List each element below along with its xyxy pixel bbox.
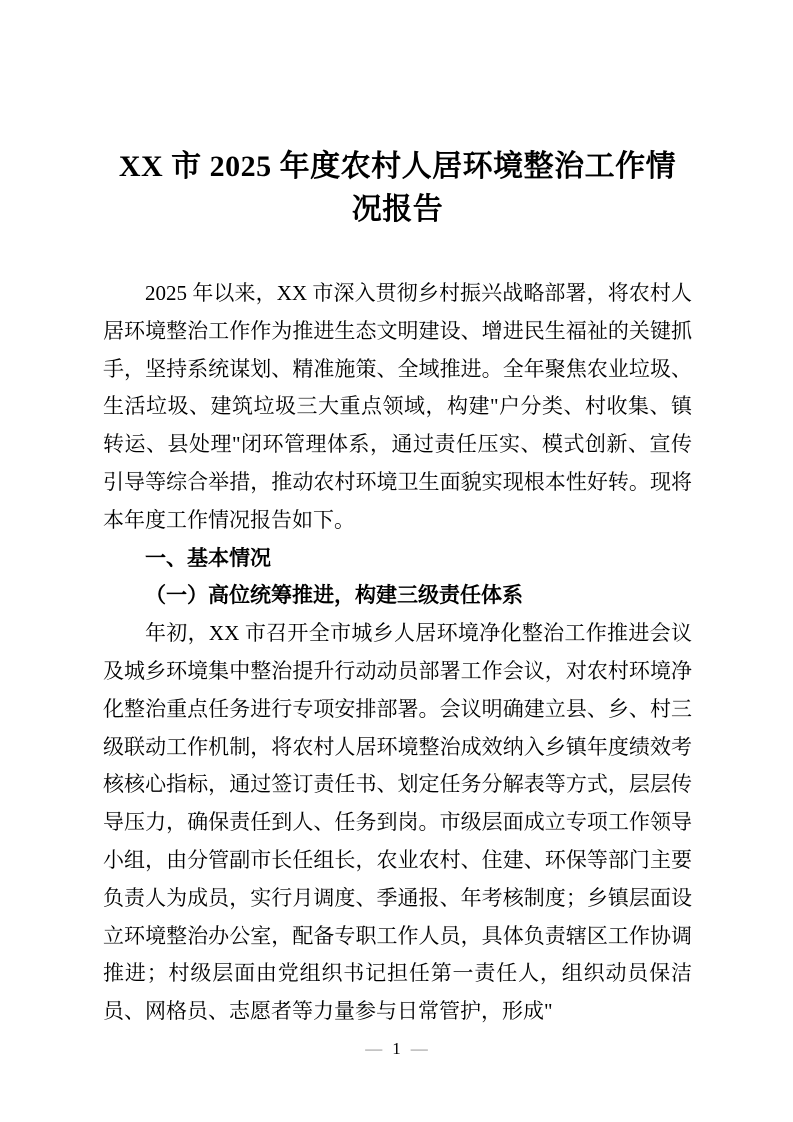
intro-paragraph: 2025 年以来，XX 市深入贯彻乡村振兴战略部署，将农村人居环境整治工作作为推进生态文明建设、增进民生福祉的关键抓手，坚持系统谋划、精准施策、全域推进。全年聚焦农业垃圾、生活垃圾、建筑垃圾三大重点领域，构建"户分类、村收集、镇转运、县处理"闭环管理体系，通过责任压实、模式创新、宣传引导等综合举措，推动农村环境卫生面貌实现根本性好转。现将本年度工作情况报告如下。 xyxy=(103,281,692,532)
document-title xyxy=(103,145,692,231)
document-title-line-1: XX 市 2025 年度农村人居环境整治工作情 xyxy=(118,150,677,183)
section-paragraph: 年初，XX 市召开全市城乡人居环境净化整治工作推进会议及城乡环境集中整治提升行动动员部署工作会议，对农村环境净化整治重点任务进行专项安排部署。会议明确建立县、乡、村三级联动工作机制，将农村人居环境整治成效纳入乡镇年度绩效考核核心指标，通过签订责任书、划定任务分解表等方式，层层传导压力，确保责任到人、任务到岗。市级层面成立专项工作领导小组，由分管副市长任组长，农业农村、住建、环保等部门主要负责人为成员，实行月调度、季通报、年考核制度；乡镇层面设立环境整治办公室，配备专职工作人员，具体负责辖区工作协调推进；村级层面由党组织书记担任第一责任人，组织动员保洁员、网格员、志愿者等力量参与日常管护，形成" xyxy=(103,621,692,1024)
footer-dash-right: — xyxy=(410,1039,428,1058)
page-footer xyxy=(0,1038,793,1060)
subsection-heading-responsibility-system: （一）高位统筹推进，构建三级责任体系 xyxy=(145,583,523,608)
document-content xyxy=(103,0,692,1031)
section-heading-basic-situation: 一、基本情况 xyxy=(145,545,271,570)
document-title-line-2: 况报告 xyxy=(351,193,444,226)
footer-page-number: 1 xyxy=(392,1039,401,1058)
footer-dash-left: — xyxy=(365,1039,383,1058)
